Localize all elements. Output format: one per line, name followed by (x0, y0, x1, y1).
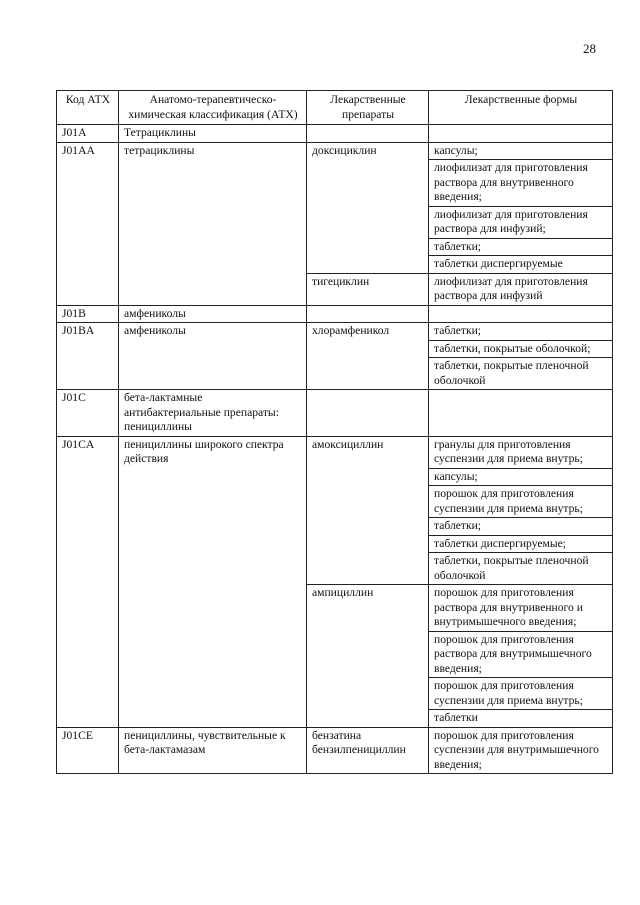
table-row (57, 142, 613, 160)
atx-group-name: пенициллины, чувствительные к бета-лактамазам (119, 727, 307, 774)
atx-code: J01B (57, 305, 119, 323)
drug-name: хлорамфеникол (307, 323, 429, 390)
dosage-form: таблетки, покрытые пленочной оболочкой (429, 358, 613, 390)
drug-name: бензатина бензилпенициллин (307, 727, 429, 774)
table-row (57, 390, 613, 437)
table-row (57, 727, 613, 774)
drug-name: ампициллин (307, 585, 429, 728)
dosage-form: порошок для приготовления раствора для внутривенного и внутримышечного введения; (429, 585, 613, 632)
header-forms: Лекарственные формы (429, 91, 613, 125)
dosage-form: таблетки; (429, 518, 613, 536)
drug-name (307, 390, 429, 437)
atx-drug-table (56, 90, 613, 774)
dosage-form: порошок для приготовления суспензии для приема внутрь; (429, 678, 613, 710)
atx-code: J01BA (57, 323, 119, 390)
atx-code: J01CE (57, 727, 119, 774)
atx-group-name: пенициллины широкого спектра действия (119, 436, 307, 727)
dosage-form: капсулы; (429, 468, 613, 486)
table-row (57, 436, 613, 468)
dosage-form: лиофилизат для приготовления раствора для инфузий; (429, 206, 613, 238)
atx-group-name: амфениколы (119, 305, 307, 323)
dosage-form: таблетки диспергируемые; (429, 535, 613, 553)
atx-code: J01CA (57, 436, 119, 727)
drug-name (307, 305, 429, 323)
dosage-form: гранулы для приготовления суспензии для приема внутрь; (429, 436, 613, 468)
dosage-form: лиофилизат для приготовления раствора для внутривенного введения; (429, 160, 613, 207)
dosage-form: порошок для приготовления суспензии для приема внутрь; (429, 486, 613, 518)
page-number: 28 (583, 41, 596, 56)
dosage-form: порошок для приготовления раствора для внутримышечного введения; (429, 631, 613, 678)
atx-group-name: тетрациклины (119, 142, 307, 305)
dosage-form: таблетки; (429, 323, 613, 341)
drug-name: тигециклин (307, 273, 429, 305)
dosage-form: лиофилизат для приготовления раствора для инфузий (429, 273, 613, 305)
atx-code: J01C (57, 390, 119, 437)
dosage-form (429, 125, 613, 143)
dosage-form: таблетки диспергируемые (429, 256, 613, 274)
dosage-form: порошок для приготовления суспензии для внутримышечного введения; (429, 727, 613, 774)
atx-group-name: амфениколы (119, 323, 307, 390)
drug-name: доксициклин (307, 142, 429, 273)
atx-group-name: Тетрациклины (119, 125, 307, 143)
header-classification: Анатомо-терапевтическо-химическая классификация (АТХ) (119, 91, 307, 125)
header-drugs: Лекарственные препараты (307, 91, 429, 125)
header-code: Код АТХ (57, 91, 119, 125)
table-header-row (57, 91, 613, 125)
drug-name: амоксициллин (307, 436, 429, 585)
atx-code: J01AA (57, 142, 119, 305)
drug-name (307, 125, 429, 143)
dosage-form: таблетки, покрытые пленочной оболочкой (429, 553, 613, 585)
table-row (57, 125, 613, 143)
atx-group-name: бета-лактамные антибактериальные препараты: пенициллины (119, 390, 307, 437)
table-row (57, 305, 613, 323)
table-row (57, 323, 613, 341)
dosage-form (429, 390, 613, 437)
dosage-form: таблетки (429, 710, 613, 728)
dosage-form: капсулы; (429, 142, 613, 160)
dosage-form: таблетки, покрытые оболочкой; (429, 340, 613, 358)
atx-code: J01A (57, 125, 119, 143)
dosage-form: таблетки; (429, 238, 613, 256)
dosage-form (429, 305, 613, 323)
